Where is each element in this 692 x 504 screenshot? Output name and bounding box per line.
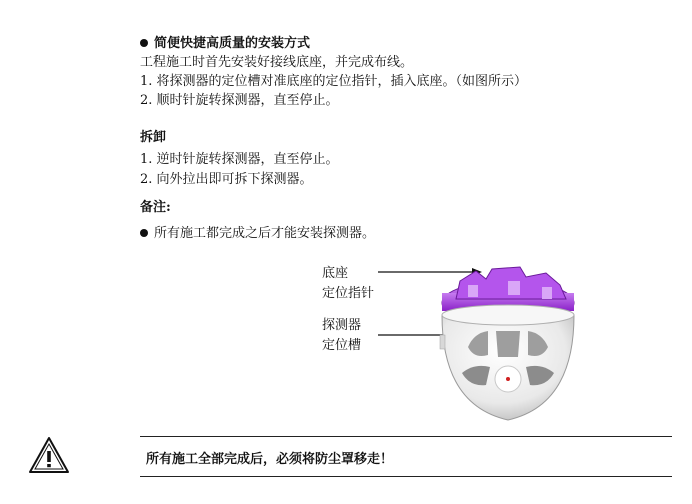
bullet-icon <box>140 39 148 47</box>
label-detector-slot: 定位槽 <box>322 338 362 353</box>
remove-step-1: 1. 逆时针旋转探测器，直至停止。 <box>140 152 339 167</box>
bullet-icon <box>140 229 148 237</box>
label-base-pointer: 定位指针 <box>322 286 375 301</box>
remove-step-2: 2. 向外拉出即可拆下探测器。 <box>140 172 313 187</box>
notes-heading: 备注: <box>140 200 171 215</box>
label-detector: 探测器 <box>322 318 362 333</box>
warning-text: 所有施工全部完成后，必须将防尘罩移走！ <box>146 452 394 467</box>
label-base: 底座 <box>322 266 349 281</box>
install-heading: 简便快捷高质量的安装方式 <box>140 35 310 53</box>
warning-top-rule <box>140 436 672 437</box>
warning-triangle-icon <box>28 436 70 474</box>
install-intro: 工程施工时首先安装好接线底座，并完成布线。 <box>140 55 414 70</box>
warning-bottom-rule <box>140 476 672 477</box>
install-step-2: 2. 顺时针旋转探测器，直至停止。 <box>140 93 339 108</box>
detector-body <box>440 305 574 420</box>
notes-item: 所有施工都完成之后才能安装探测器。 <box>140 225 375 243</box>
remove-heading: 拆卸 <box>140 130 167 145</box>
install-step-1: 1. 将探测器的定位槽对准底座的定位指针，插入底座。（如图所示） <box>140 74 528 89</box>
detector-illustration <box>370 255 610 430</box>
